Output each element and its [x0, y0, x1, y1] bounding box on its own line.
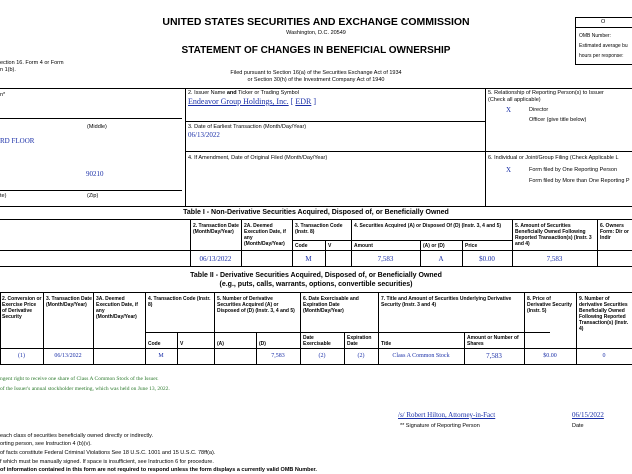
footnote-1: ngent right to receive one share of Class A Common Stock of the Issuer.: [0, 376, 159, 382]
t1-header-securities: 4. Securities Acquired (A) or Disposed Of (D) (Instr. 3, 4 and 5): [354, 223, 502, 229]
t1-row-owned: 7,583: [546, 255, 563, 263]
t1-sub-price: Price: [465, 243, 478, 249]
t1-row-date: 06/13/2022: [199, 255, 232, 263]
director-label: Director: [529, 107, 549, 113]
signature-name: [398, 411, 495, 419]
omb-box: [575, 17, 632, 65]
signature-date: [572, 411, 604, 419]
t1-sub-amount: Amount: [354, 243, 373, 249]
table2-title-2: (e.g., puts, calls, warrants, options, convertible securities): [219, 281, 413, 288]
t2-header-date: 3. Transaction Date (Month/Day/Year): [46, 296, 92, 308]
ticker-close: ]: [311, 97, 316, 106]
t2-sub-v: V: [180, 341, 184, 347]
t2-row-expiration: (2): [357, 353, 365, 359]
t2-row-disposed: 7,583: [271, 353, 285, 359]
reporting-zip: 90210: [86, 170, 104, 178]
left-note-1: ection 16. Form 4 or Form: [0, 60, 64, 66]
left-note: [0, 60, 64, 74]
t2-header-owned: 9. Number of derivative Securities Beneficially Owned Following Reported Transaction(s) (Instr. 4): [579, 296, 629, 332]
zip-label: (Zip): [87, 193, 99, 199]
omb-hours: hours per response:: [579, 53, 624, 59]
officer-label: Officer (give title below): [529, 117, 587, 123]
one-person-label: Form filed by One Reporting Person: [529, 167, 618, 173]
reminder-3: of facts constitute Federal Criminal Violations See 18 U.S.C. 1001 and 15 U.S.C. 78ff(a).: [0, 450, 216, 456]
table2-title: [0, 271, 632, 289]
earliest-date-value: 06/13/2022: [188, 131, 220, 139]
earliest-date-label: 3. Date of Earliest Transaction (Month/Day/Year): [188, 124, 307, 130]
omb-number: OMB Number:: [579, 33, 611, 39]
t1-row-ad: A: [438, 255, 444, 263]
t1-sub-code: Code: [295, 243, 308, 249]
t1-header-ownership-form: 6. Owners Form: Dir or Indir: [600, 223, 629, 241]
t2-sub-exercisable: Date Exercisable: [303, 335, 331, 347]
t2-sub-code: Code: [148, 341, 161, 347]
commission-title: UNITED STATES SECURITIES AND EXCHANGE COMMISSION: [162, 16, 470, 28]
relationship-label-2: (Check all applicable): [488, 97, 541, 103]
filed-line-2: or Section 30(h) of the Investment Company Act of 1940: [247, 77, 385, 83]
t2-sub-amount: Amount or Number of Shares: [467, 335, 519, 347]
t2-row-price: $0.00: [543, 353, 557, 359]
signature-name-text: /s/ Robert Hilton, Attorney-in-Fact: [398, 411, 496, 419]
t2-sub-title: Title: [381, 341, 392, 347]
t2-row-amount: 7,583: [486, 352, 502, 360]
t1-row-price: $0.00: [479, 255, 495, 263]
reminder-5: of information contained in this form are not required to respond unless the form displays a currently valid OMB Number.: [0, 467, 317, 473]
table1-title: Table I - Non-Derivative Securities Acquired, Disposed of, or Beneficially Owned: [183, 209, 449, 216]
t2-sub-d: (D): [259, 341, 266, 347]
amendment-label: 4. If Amendment, Date of Original Filed (Month/Day/Year): [188, 155, 328, 161]
t1-row-code: M: [305, 255, 312, 263]
state-label: te): [0, 193, 7, 199]
signature-label: ** Signature of Reporting Person: [400, 423, 480, 429]
omb-header: O: [601, 19, 606, 25]
omb-burden: Estimated average bu: [579, 43, 628, 49]
t2-header-derivative-securities: 5. Number of Derivative Securities Acquired (A) or Disposed of (D) (Instr. 3, 4 and 5): [217, 296, 295, 314]
t2-row-exercisable: (2): [318, 353, 326, 359]
reporting-name-label: n*: [0, 92, 6, 98]
t2-sub-a: (A): [217, 341, 224, 347]
left-note-2: n 1(b).: [0, 67, 16, 73]
director-checkmark[interactable]: X: [506, 106, 512, 114]
t1-header-code: 3. Transaction Code (Instr. 8): [295, 223, 343, 235]
t2-header-conversion: 2. Conversion or Exercise Price of Derivative Security: [2, 296, 42, 320]
commission-city: Washington, D.C. 20549: [286, 30, 346, 36]
t2-header-deemed: 3A. Deemed Execution Date, if any (Month/Day/Year): [96, 296, 138, 320]
middle-label: (Middle): [87, 124, 107, 130]
more-person-label: Form filed by More than One Reporting P: [529, 178, 630, 184]
ticker-open: [: [290, 97, 296, 106]
t2-sub-expiration: Expiration Date: [347, 335, 372, 347]
t1-sub-v: V: [328, 243, 332, 249]
t1-header-deemed: 2A. Deemed Execution Date, if any (Month/Day/Year): [244, 223, 286, 247]
reminder-1: each class of securities beneficially owned directly or indirectly.: [0, 433, 154, 439]
t2-row-code: M: [158, 353, 164, 359]
t2-row-date: 06/13/2022: [54, 353, 82, 359]
t2-row-title: Class A Common Stock: [392, 353, 450, 359]
t2-header-exercisable: 6. Date Exercisable and Expiration Date (Month/Day/Year): [303, 296, 359, 314]
reminder-4: f which must be manually signed. If space is insufficient, see Instruction 6 for procedure.: [0, 459, 214, 465]
form-title: STATEMENT OF CHANGES IN BENEFICIAL OWNERSHIP: [181, 45, 451, 56]
relationship-label-1: 5. Relationship of Reporting Person(s) to Issuer: [488, 90, 604, 96]
one-person-checkmark[interactable]: X: [506, 166, 512, 174]
reminder-2: orting person, see Instruction 4 (b)(v).: [0, 441, 92, 447]
relationship-label: [488, 90, 604, 104]
footnote-2: of the Issuer's annual stockholder meeting, which was held on June 13, 2022.: [0, 386, 170, 392]
t2-header-underlying: 7. Title and Amount of Securities Underlying Derivative Security (Instr. 3 and 4): [381, 296, 512, 308]
reporting-street: RD FLOOR: [0, 137, 35, 145]
t1-row-amount: 7,583: [377, 255, 394, 263]
issuer-name-link[interactable]: Endeavor Group Holdings, Inc.: [188, 97, 289, 106]
t2-header-code: 4. Transaction Code (Instr. 8): [148, 296, 211, 308]
issuer-line: [188, 97, 316, 106]
filing-type-label: 6. Individual or Joint/Group Filing (Check Applicable L: [488, 155, 619, 161]
filed-pursuant: [0, 70, 632, 84]
issuer-label: [188, 90, 299, 97]
signature-date-text: 06/15/2022: [572, 411, 604, 419]
table2-title-1: Table II - Derivative Securities Acquired, Disposed of, or Beneficially Owned: [190, 272, 442, 279]
ticker-link[interactable]: EDR: [295, 97, 312, 106]
t1-header-owned: 5. Amount of Securities Beneficially Owned Following Reported Transaction(s) (Instr. 3 and 4): [515, 223, 592, 247]
t1-header-date: 2. Transaction Date (Month/Day/Year): [193, 223, 239, 235]
issuer-label-a: 2. Issuer Name: [188, 90, 227, 96]
issuer-label-c: Ticker or Trading Symbol: [236, 90, 299, 96]
signature-date-label: Date: [572, 423, 584, 429]
t1-sub-ad: (A) or (D): [423, 243, 445, 249]
t2-header-price: 8. Price of Derivative Security (Instr. 5): [527, 296, 573, 314]
t2-row-owned: 0: [602, 353, 606, 359]
issuer-label-and: and: [226, 90, 237, 96]
filed-line-1: Filed pursuant to Section 16(a) of the Securities Exchange Act of 1934: [230, 70, 402, 76]
t2-row-conversion: (1): [18, 353, 25, 359]
